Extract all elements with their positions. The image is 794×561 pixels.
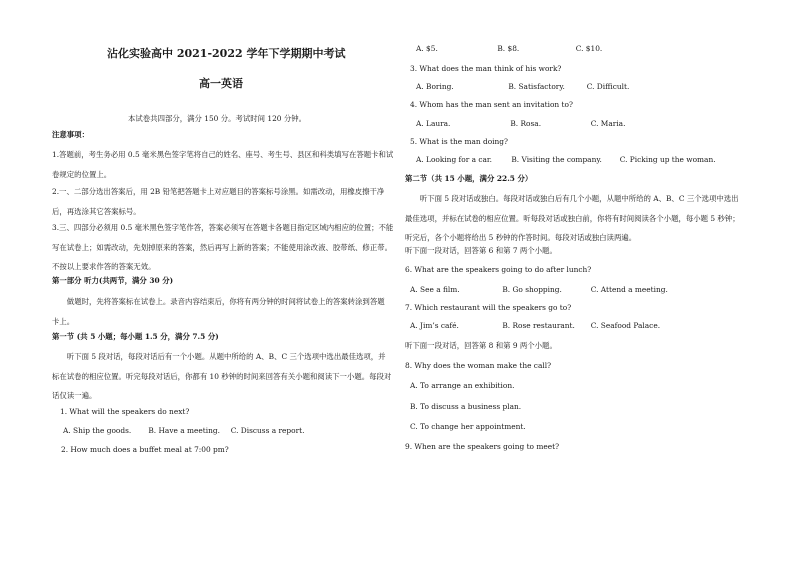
question-5-options: [416, 156, 716, 165]
option-4b[interactable]: B. Rosa.: [510, 119, 542, 128]
section2-description: 听下面 5 段对话或独白。每段对话或独白后有几个小题，从题中所给的 A、B、C 三个选项中选出最佳选项，并标在试卷的相应位置。听每段对话或独白前，你将有时间阅读各个小题，每小题 5 秒钟；听完后，各个小题将给出 5 秒钟的作答时间。每段对话或独白读两遍。: [405, 194, 740, 242]
question-7: 7. Which restaurant will the speakers go to?: [405, 303, 572, 312]
option-5a[interactable]: A. Looking for a car.: [416, 155, 492, 164]
option-8a[interactable]: A. To arrange an exhibition.: [410, 381, 515, 390]
option-8c[interactable]: C. To change her appointment.: [410, 422, 526, 431]
question-1: 1. What will the speakers do next?: [60, 407, 190, 416]
option-1a[interactable]: A. Ship the goods.: [63, 426, 132, 435]
option-7a[interactable]: A. Jim’s café.: [410, 321, 459, 330]
note-3: 3.三、四部分必须用 0.5 毫米黑色签字笔作答，答案必须写在答题卡各题目指定区域内相应的位置；不能写在试卷上；如需改动，先划掉原来的答案，然后再写上新的答案；不能使用涂改液、胶带纸、修正带。不按以上要求作答的答案无效。: [52, 223, 394, 271]
option-6c[interactable]: C. Attend a meeting.: [590, 285, 668, 294]
exam-title: 沾化实验高中 2021-2022 学年下学期期中考试: [107, 47, 346, 60]
option-1c[interactable]: C. Discuss a report.: [230, 426, 305, 435]
option-2a[interactable]: A. $5.: [416, 44, 438, 53]
notes-heading: 注意事项：: [52, 130, 89, 139]
option-7b[interactable]: B. Rose restaurant.: [502, 321, 575, 330]
part1-heading: 第一部分 听力(共两节，满分 30 分): [52, 276, 174, 285]
question-4: 4. Whom has the man sent an invitation to?: [410, 100, 573, 109]
option-5c[interactable]: C. Picking up the woman.: [619, 155, 716, 164]
option-6b[interactable]: B. Go shopping.: [502, 285, 562, 294]
exam-intro: 本试卷共四部分，满分 150 分。考试时间 120 分钟。: [128, 114, 307, 123]
question-4-options: [416, 120, 625, 129]
option-7c[interactable]: C. Seafood Palace.: [590, 321, 661, 330]
question-9: 9. When are the speakers going to meet?: [405, 442, 560, 451]
option-6a[interactable]: A. See a film.: [410, 285, 460, 294]
option-5b[interactable]: B. Visiting the company.: [511, 155, 602, 164]
question-3: 3. What does the man think of his work?: [410, 64, 562, 73]
option-2c[interactable]: C. $10.: [575, 44, 603, 53]
note-2: 2.一、二部分选出答案后，用 2B 铅笔把答题卡上对应题目的答案标号涂黑。如需改动，用橡皮擦干净后，再选涂其它答案标号。: [52, 187, 385, 216]
option-4a[interactable]: A. Laura.: [416, 119, 451, 128]
option-3a[interactable]: A. Boring.: [416, 82, 454, 91]
option-2b[interactable]: B. $8.: [497, 44, 520, 53]
section1-heading: 第一节 (共 5 小题；每小题 1.5 分，满分 7.5 分): [52, 332, 219, 341]
instruction-8-9: 听下面一段对话，回答第 8 和第 9 两个小题。: [405, 341, 557, 350]
option-3c[interactable]: C. Difficult.: [586, 82, 630, 91]
question-2: 2. How much does a buffet meal at 7:00 pm?: [61, 445, 229, 454]
question-3-options: [416, 83, 629, 92]
instruction-6-7: 听下面一段对话，回答第 6 和第 7 两个小题。: [405, 246, 557, 255]
question-1-options: [63, 427, 304, 436]
note-1: 1.答题前，考生务必用 0.5 毫米黑色签字笔将自己的姓名、座号、考生号、县区和科类填写在答题卡和试卷规定的位置上。: [52, 150, 394, 179]
option-8b[interactable]: B. To discuss a business plan.: [410, 402, 522, 411]
exam-subject: 高一英语: [199, 77, 243, 90]
question-2-options: [416, 45, 602, 54]
option-4c[interactable]: C. Maria.: [590, 119, 626, 128]
question-7-options: [410, 322, 660, 331]
part1-description: 做题时，先将答案标在试卷上。录音内容结束后，你将有两分钟的时间将试卷上的答案转涂到答题卡上。: [52, 297, 385, 326]
section1-description: 听下面 5 段对话，每段对话后有一个小题。从题中所给的 A、B、C 三个选项中选出最佳选项，并标在试卷的相应位置。听完每段对话后，你都有 10 秒钟的时间来回答有关小题和阅读下一小题。每段对话仅读一遍。: [52, 352, 392, 400]
option-3b[interactable]: B. Satisfactory.: [508, 82, 565, 91]
question-5: 5. What is the man doing?: [410, 137, 508, 146]
question-6: 6. What are the speakers going to do after lunch?: [405, 265, 592, 274]
option-1b[interactable]: B. Have a meeting.: [148, 426, 220, 435]
question-6-options: [410, 286, 668, 295]
section2-heading: 第二节（共 15 小题，满分 22.5 分）: [405, 174, 533, 183]
question-8: 8. Why does the woman make the call?: [405, 361, 552, 370]
